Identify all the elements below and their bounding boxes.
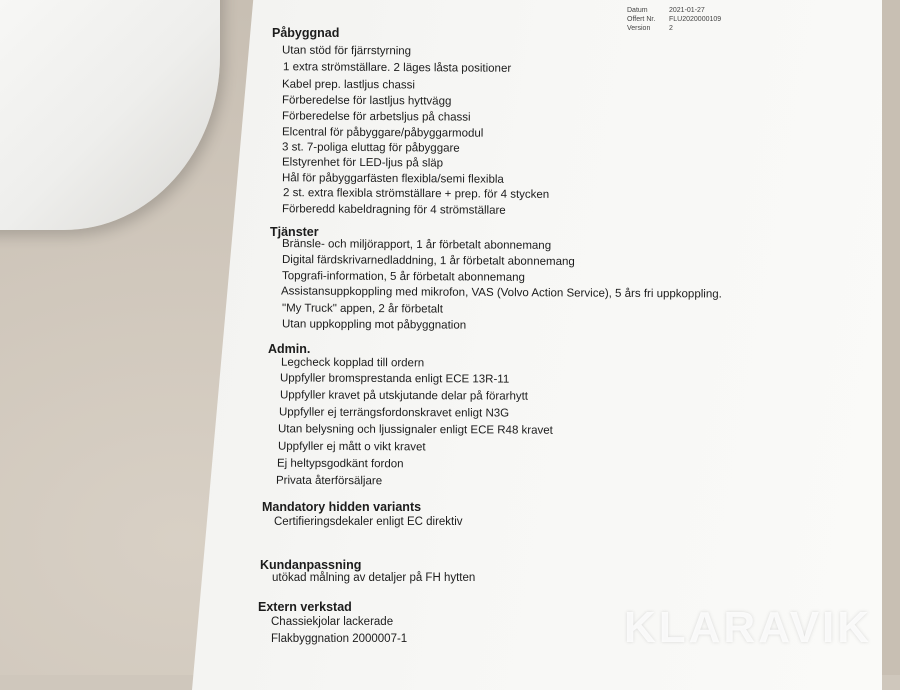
list-item: Topgrafi-information, 5 år förbetalt abonnemang: [281, 270, 525, 284]
list-item: Utan belysning och ljussignaler enligt ECE R48 kravet: [277, 423, 553, 437]
list-item: Elcentral för påbyggare/påbyggarmodul: [281, 126, 484, 140]
list-item: Bränsle- och miljörapport, 1 år förbetalt abonnemang: [281, 238, 552, 252]
section-title-admin: Admin.: [268, 342, 311, 356]
list-item: Utan uppkoppling mot påbyggnation: [281, 318, 467, 332]
list-item: Uppfyller ej terrängsfordonskravet enligt N3G: [278, 406, 510, 420]
list-item: Legcheck kopplad till ordern: [280, 356, 425, 370]
list-item: Förberedd kabeldragning för 4 strömställare: [281, 203, 506, 217]
datum-label: Datum: [627, 7, 648, 14]
version-value: 2: [669, 25, 673, 32]
list-item: Ej heltypsgodkänt fordon: [276, 457, 404, 471]
list-item: Förberedelse för arbetsljus på chassi: [281, 110, 471, 124]
version-label: Version: [627, 25, 651, 32]
list-item: 1 extra strömställare. 2 läges låsta positioner: [282, 61, 512, 75]
list-item: utökad målning av detaljer på FH hytten: [272, 572, 476, 584]
list-item: Privata återförsäljare: [275, 474, 383, 488]
watermark-logo: KLARAVIK: [624, 603, 873, 652]
list-item: Kabel prep. lastljus chassi: [281, 78, 416, 92]
section-title-kundanpassning: Kundanpassning: [260, 558, 362, 572]
list-item: Utan stöd för fjärrstyrning: [281, 44, 412, 58]
section-title-extern: Extern verkstad: [258, 600, 352, 614]
list-item: Förberedelse för lastljus hyttvägg: [281, 94, 452, 108]
list-item: "My Truck" appen, 2 år förbetalt: [281, 302, 443, 316]
offert-value: FLU2020000109: [669, 16, 722, 23]
offert-label: Offert Nr.: [627, 16, 656, 23]
section-title-pabyggnad: Påbyggnad: [272, 26, 340, 40]
datum-value: 2021-01-27: [669, 7, 705, 14]
list-item: Uppfyller bromsprestanda enligt ECE 13R-11: [279, 372, 510, 386]
list-item: Flakbyggnation 2000007-1: [271, 633, 408, 645]
section-title-mandatory: Mandatory hidden variants: [262, 500, 422, 514]
section-title-tjanster: Tjänster: [270, 225, 319, 239]
list-item: Uppfyller kravet på utskjutande delar på förarhytt: [279, 389, 529, 403]
list-item: Chassiekjolar lackerade: [271, 616, 394, 628]
list-item: 3 st. 7-poliga eluttag för påbyggare: [281, 141, 460, 155]
list-item: Digital färdskrivarnedladdning, 1 år förbetalt abonnemang: [281, 253, 575, 269]
list-item: Hål för påbyggarfästen flexibla/semi flexibla: [281, 172, 504, 186]
list-item: 2 st. extra flexibla strömställare + prep. för 4 stycken: [282, 187, 550, 201]
list-item: Assistansuppkoppling med mikrofon, VAS (Volvo Action Service), 5 års fri uppkoppling.: [280, 285, 722, 301]
list-item: Certifieringsdekaler enligt EC direktiv: [274, 516, 463, 528]
list-item: Elstyrenhet för LED-ljus på släp: [281, 156, 444, 170]
list-item: Uppfyller ej mått o vikt kravet: [277, 440, 426, 454]
